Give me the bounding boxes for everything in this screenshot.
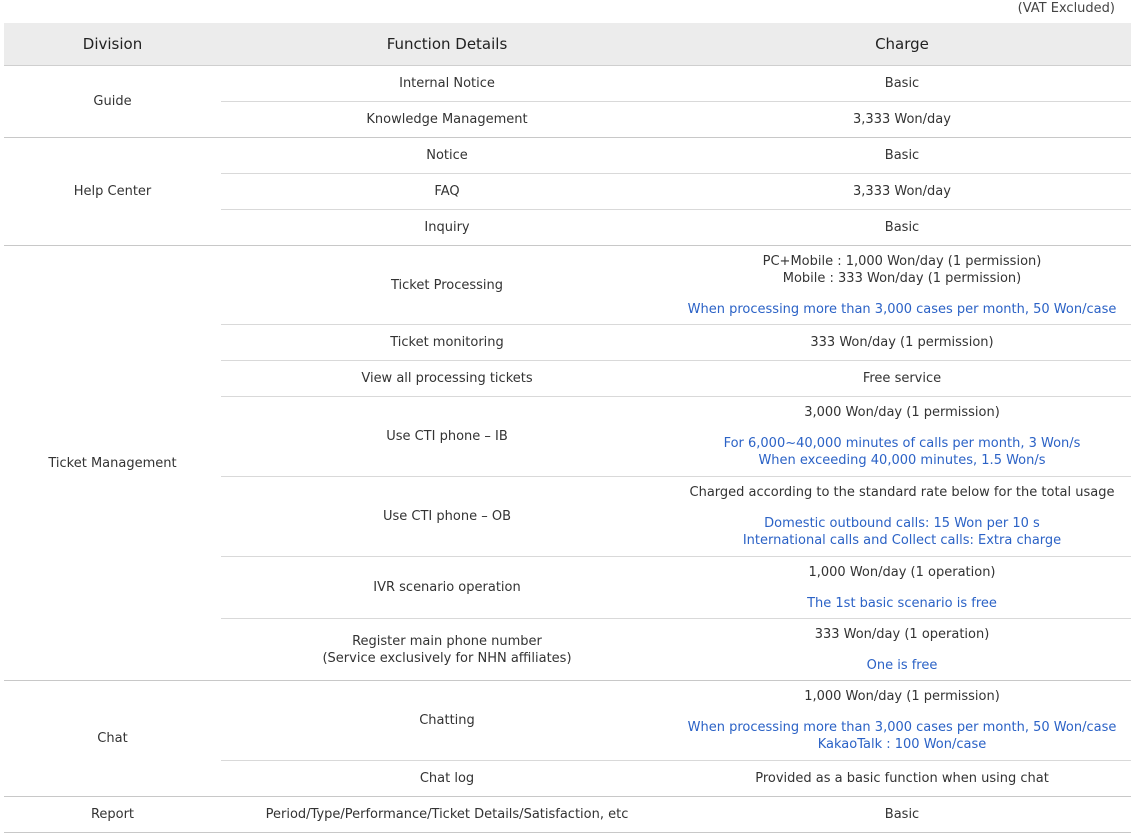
header-row — [4, 23, 1131, 66]
charge-cell: Free service — [673, 361, 1131, 397]
division-help-center: Help Center — [4, 138, 221, 246]
division-chat: Chat — [4, 681, 221, 797]
vat-note: (VAT Excluded) — [1017, 1, 1115, 16]
charge-line: PC+Mobile : 1,000 Won/day (1 permission) — [762, 253, 1042, 269]
function-cell: FAQ — [221, 174, 673, 210]
charge-note: International calls and Collect calls: Extra charge — [742, 533, 1062, 548]
table-row — [4, 681, 1131, 761]
charge-cell: Basic — [673, 210, 1131, 246]
charge-cell: 333 Won/day (1 permission) — [673, 325, 1131, 361]
charge-line: Charged according to the standard rate below for the total usage — [689, 485, 1115, 500]
charge-line: Mobile : 333 Won/day (1 permission) — [782, 270, 1022, 286]
charge-note: The 1st basic scenario is free — [807, 595, 997, 611]
function-cell: IVR scenario operation — [221, 557, 673, 619]
charge-cell — [673, 477, 1131, 557]
function-cell: Internal Notice — [221, 66, 673, 102]
charge-cell — [673, 681, 1131, 761]
charge-cell — [673, 397, 1131, 477]
charge-note: One is free — [866, 657, 938, 673]
division-ticket-management: Ticket Management — [4, 246, 221, 681]
header-division: Division — [4, 23, 221, 66]
function-cell: Use CTI phone – IB — [221, 397, 673, 477]
pricing-table — [4, 23, 1131, 833]
charge-note: When exceeding 40,000 minutes, 1.5 Won/s — [758, 453, 1046, 468]
charge-line: 333 Won/day (1 operation) — [814, 626, 990, 642]
charge-note: For 6,000~40,000 minutes of calls per month, 3 Won/s — [723, 436, 1081, 451]
charge-cell: Basic — [673, 66, 1131, 102]
function-cell: Period/Type/Performance/Ticket Details/Satisfaction, etc — [221, 797, 673, 833]
charge-cell: Provided as a basic function when using chat — [673, 761, 1131, 797]
charge-cell — [673, 557, 1131, 619]
function-cell: View all processing tickets — [221, 361, 673, 397]
charge-cell: Basic — [673, 138, 1131, 174]
function-cell: Knowledge Management — [221, 102, 673, 138]
header-charge: Charge — [673, 23, 1131, 66]
function-cell: Ticket Processing — [221, 246, 673, 325]
charge-line: 1,000 Won/day (1 permission) — [804, 689, 1000, 704]
charge-note: KakaoTalk : 100 Won/case — [817, 737, 987, 752]
function-cell: Inquiry — [221, 210, 673, 246]
header-function: Function Details — [221, 23, 673, 66]
division-report: Report — [4, 797, 221, 833]
division-guide: Guide — [4, 66, 221, 138]
charge-note: When processing more than 3,000 cases per month, 50 Won/case — [687, 301, 1117, 317]
charge-cell — [673, 246, 1131, 325]
function-line: (Service exclusively for NHN affiliates) — [322, 650, 572, 666]
charge-line: 1,000 Won/day (1 operation) — [808, 564, 996, 580]
function-cell: Chatting — [221, 681, 673, 761]
function-cell: Notice — [221, 138, 673, 174]
charge-note: Domestic outbound calls: 15 Won per 10 s — [764, 516, 1040, 531]
function-cell: Chat log — [221, 761, 673, 797]
charge-cell: 3,333 Won/day — [673, 174, 1131, 210]
table-row — [4, 797, 1131, 833]
table-row — [4, 66, 1131, 102]
function-cell: Ticket monitoring — [221, 325, 673, 361]
function-cell — [221, 619, 673, 681]
charge-line: 3,000 Won/day (1 permission) — [804, 405, 1000, 420]
function-line: Register main phone number — [352, 633, 542, 649]
table-row — [4, 138, 1131, 174]
charge-cell — [673, 619, 1131, 681]
charge-cell: Basic — [673, 797, 1131, 833]
charge-cell: 3,333 Won/day — [673, 102, 1131, 138]
charge-note: When processing more than 3,000 cases per month, 50 Won/case — [687, 720, 1117, 735]
table-row — [4, 246, 1131, 325]
function-cell: Use CTI phone – OB — [221, 477, 673, 557]
